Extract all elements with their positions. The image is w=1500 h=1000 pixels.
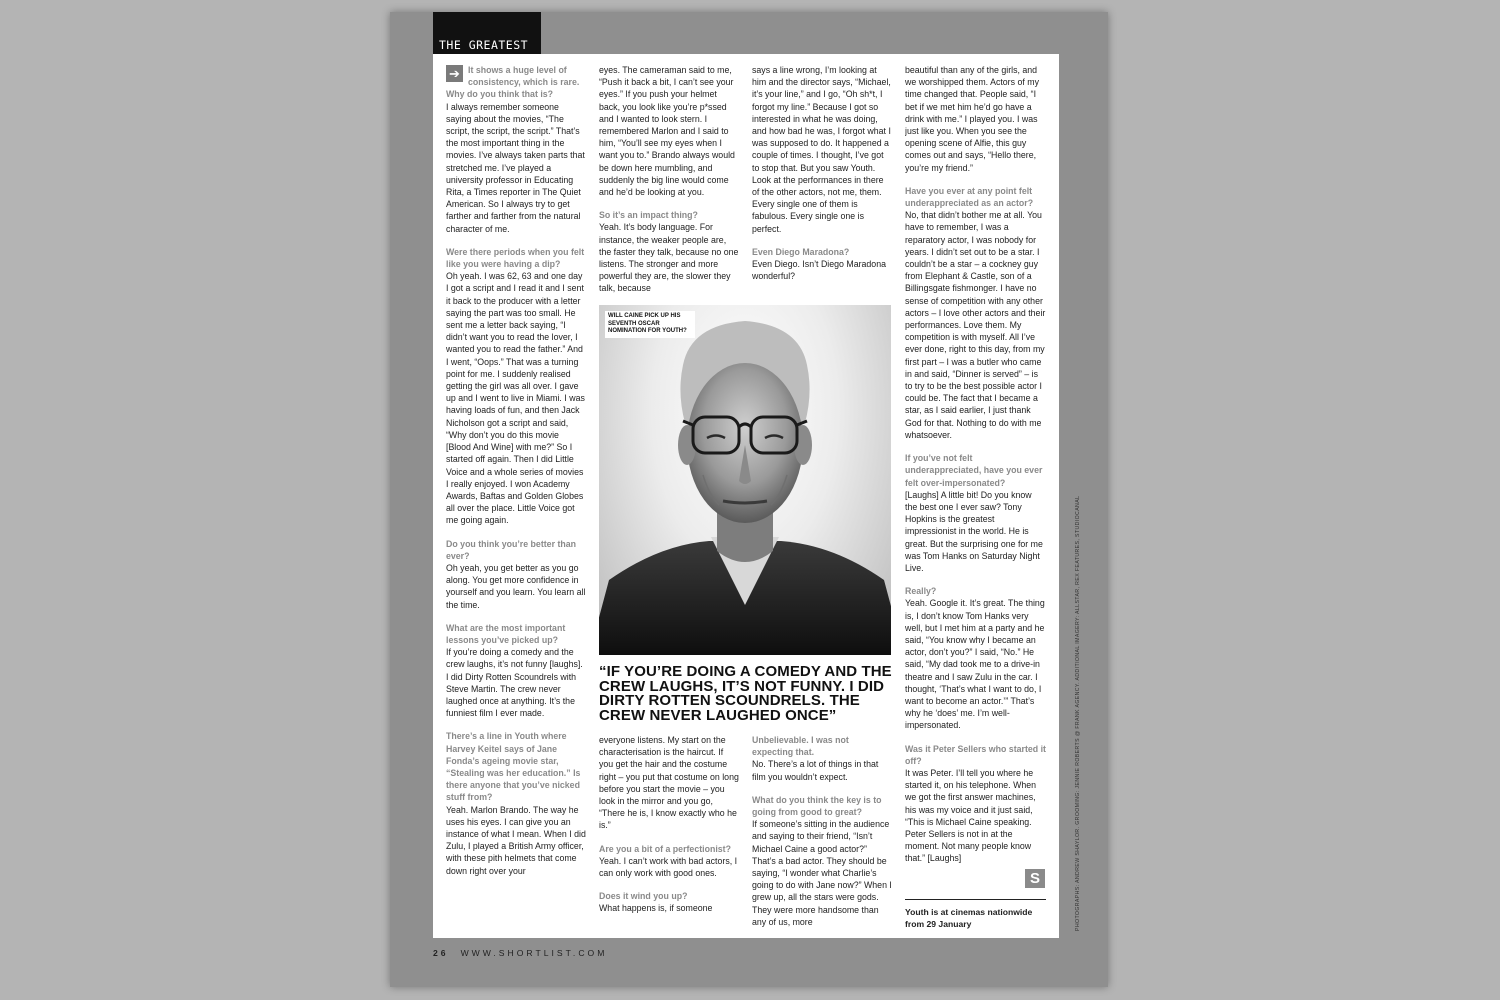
answer: beautiful than any of the girls, and we worshipped them. Actors of my time changed that. People said, “I bet if we met him he’d go have a drink with me.” I played you. I was just like you. When you see the opening scene of Alfie, this guy comes out and says, “Hello there, you’re my friend.” (905, 65, 1039, 173)
qa-block (599, 843, 739, 880)
question: It shows a huge level of consistency, which is rare. Why do you think that is? (446, 65, 580, 100)
photo-credits (1074, 495, 1082, 932)
question: Was it Peter Sellers who started it off? (905, 743, 1046, 766)
question: Do you think you’re better than ever? (446, 538, 577, 561)
magazine-page (390, 12, 1108, 987)
question: There’s a line in Youth where Harvey Keitel says of Jane Fonda’s ageing movie star, “Stealing was her education.” Is there anyone that you’ve nicked stuff from? (446, 731, 581, 803)
answer: says a line wrong, I’m looking at him and the director says, “Michael, it’s your line,” and I go, “Oh sh*t, I forgot my line.” Because I got so interested in what he was doing, and how bad he was, I forgot what I was supposed to do. It happened a couple of times. I thought, I’ve got to stop that. But you saw Youth. Look at the performances in there of the other actors, not me, them. Every single one of them is fabulous. Every single one is perfect. (752, 65, 891, 234)
column-2-bottom (599, 734, 739, 930)
qa-block (446, 246, 586, 527)
qa-block (446, 64, 586, 235)
page-footer (433, 948, 607, 958)
page-number: 26 (433, 948, 449, 958)
answer: What happens is, if someone (599, 903, 713, 914)
answer: It was Peter. I’ll tell you where he started it, on his telephone. When we got the first answer machines, his was my voice and it just said, “This is Michael Caine speaking. Peter Sellers is not in at the moment. Not many people know that.” [Laughs] (905, 767, 1037, 864)
pull-quote: “IF YOU’RE DOING A COMEDY AND THE CREW LAUGHS, IT’S NOT FUNNY. I DID DIRTY ROTTEN SCOUNDRELS. THE CREW NEVER LAUGHED ONCE” (599, 663, 892, 724)
section-tag: THE GREATEST (433, 12, 541, 54)
answer: No, that didn’t bother me at all. You have to remember, I was a reparatory actor, I was nobody for years. I didn’t set out to be a star. I couldn’t be a star – a cockney guy from Elephant & Castle, son of a Billingsgate fishmonger. I have no sense of competition with any other actors – I love other actors and their performances. Love them. My competition is with myself. All I’ve ever done, right to this day, from my first part – I was a butler who came in and said, “Dinner is served” – is to try to be the best possible actor I could be. The fact that I became a star, as I said earlier, I just thank God for that. Nothing to do with me whatsoever. (905, 210, 1046, 440)
qa-block (905, 452, 1046, 574)
end-mark-icon: S (1025, 869, 1045, 888)
release-note: Youth is at cinemas nationwide from 29 January (905, 899, 1046, 930)
qa-block (905, 585, 1046, 731)
question: What are the most important lessons you’ve picked up? (446, 622, 566, 645)
answer: [Laughs] A little bit! Do you know the best one I ever saw? Tony Hopkins is the greatest impressionist in the world. He is great. But the surprising one for me was Tom Hanks on Saturday Night Live. (905, 489, 1043, 573)
answer: Yeah. I can’t work with bad actors, I can only work with good ones. (599, 855, 738, 879)
answer: No. There’s a lot of things in that film you wouldn’t expect. (752, 759, 879, 782)
qa-block (446, 622, 586, 720)
qa-block (905, 185, 1046, 441)
portrait-photo (599, 305, 891, 655)
footer-url: WWW.SHORTLIST.COM (460, 948, 608, 958)
qa-block (599, 209, 739, 294)
arrow-right-icon: ➔ (446, 65, 463, 82)
answer: If you’re doing a comedy and the crew laughs, it’s not funny [laughs]. I did Dirty Rotten Scoundrels with Steve Martin. The crew never laughed once at anything. It’s the funniest film I ever made. (446, 647, 583, 719)
answer: everyone listens. My start on the characterisation is the haircut. If you get the hair and the costume right – you put that costume on long before you start the movie – you look in the mirror and you go, “There he is, I know exactly who he is.” (599, 735, 739, 831)
qa-block (752, 246, 892, 283)
column-3-bottom (752, 734, 892, 930)
qa-block (905, 743, 1046, 865)
qa-block (599, 890, 739, 914)
answer: I always remember someone saying about the movies, “The script, the script, the script.” That’s the most important thing in the movies. I’ve always taken parts that stretched me. I’ve played a university professor in Educating Rita, a Times reporter in The Quiet American. So I always try to get farther and farther from the natural character of me. (446, 101, 585, 234)
answer: eyes. The cameraman said to me, “Push it back a bit, I can’t see your eyes.” If you push your helmet back, you look like you’re p*ssed and I wanted to look stern. I remembered Marlon and I said to him, “You’ll see my eyes when I want you to.” Brando always would be down here mumbling, and suddenly the big line would come and he’d be looking at you. (599, 65, 735, 198)
question: So it’s an impact thing? (599, 210, 698, 221)
answer: If someone’s sitting in the audience and saying to their friend, “Isn’t Michael Caine a good actor?” That’s a bad actor. They should be saying, “I wonder what Charlie’s going to do with Jane now?” When I grew up, all the stars were gods. They were more handsome than any of us, more (752, 819, 892, 927)
question: What do you think the key is to going from good to great? (752, 794, 882, 818)
column-1 (446, 64, 586, 930)
answer: Even Diego. Isn’t Diego Maradona wonderful? (752, 259, 886, 282)
question: Does it wind you up? (599, 891, 688, 902)
question: Even Diego Maradona? (752, 246, 850, 257)
qa-block (752, 794, 892, 928)
answer: Yeah. Google it. It’s great. The thing is, I don’t know Tom Hanks very well, but I met him at a party and he said, “You know why I became an actor, don’t you?” I said, “No.” He said, “My dad took me to a drive-in theatre and I saw Zulu in the car. I thought, ‘That’s what I want to do, I want to become an actor.’” That’s why he ‘does’ me. I’m well-impersonated. (905, 598, 1045, 731)
question: Have you ever at any point felt underappreciated as an actor? (905, 185, 1034, 209)
photo-credits-text: PHOTOGRAPHS: ANDREW SHAYLOR. GROOMING: JENNIE ROBERTS @ FRANK AGENCY. ADDITIONAL IMAGERY: ALLSTAR, REX FEATURES, STUDIOCANAL (1075, 495, 1081, 931)
answer: Oh yeah. I was 62, 63 and one day I got a script and I read it and I sent it back to the producer with a letter saying the part was too small. He sent me a letter back saying, “I didn’t want you to read the lover, I wanted you to read the father.” And I went, “Oops.” That was a turning point for me. I suddenly realised getting the girl was all over. I gave up and I went to live in Miami. I was having loads of fun, and then Jack Nicholson got a script and said, “Why don’t you do this movie [Blood And Wine] with me?” So I started off again. Then I did Little Voice and a whole series of movies I really enjoyed. I won Academy Awards, Baftas and Golden Globes all over the place. Little Voice got me going again. (446, 271, 585, 526)
question: Really? (905, 586, 937, 597)
question: If you’ve not felt underappreciated, have you ever felt over-impersonated? (905, 453, 1043, 488)
answer: Yeah. Marlon Brando. The way he uses his eyes. I can give you an instance of what I mean. When I did Zulu, I played a British Army officer, with these pith helmets that come down right over your (446, 804, 586, 876)
question: Unbelievable. I was not expecting that. (752, 735, 849, 758)
answer: Yeah. It’s body language. For instance, the weaker people are, the faster they talk, because no one listens. The stronger and more powerful they are, the slower they talk, because (599, 222, 739, 294)
qa-block (752, 734, 892, 783)
column-3-top (752, 64, 892, 302)
qa-block (446, 538, 586, 611)
question: Were there periods when you felt like you were having a dip? (446, 246, 585, 270)
column-2-top (599, 64, 739, 302)
qa-block (446, 730, 586, 876)
article-sheet (433, 54, 1059, 938)
photo-caption: WILL CAINE PICK UP HIS SEVENTH OSCAR NOMINATION FOR YOUTH? (605, 311, 695, 338)
answer: Oh yeah, you get better as you go along. You get more confidence in yourself and you learn. You learn all the time. (446, 562, 586, 610)
portrait-illustration (599, 305, 891, 655)
question: Are you a bit of a perfectionist? (599, 843, 731, 854)
column-4 (905, 64, 1046, 899)
